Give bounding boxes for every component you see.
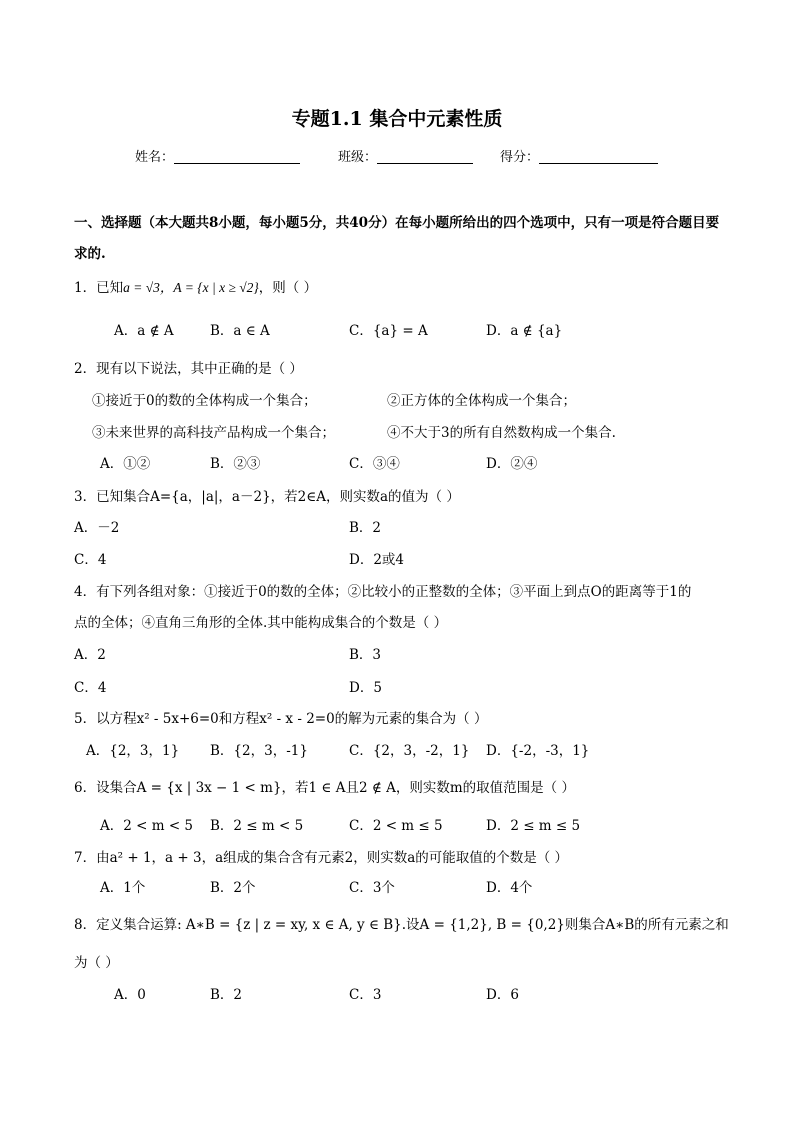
q7-option-b[interactable]: B．2个 <box>210 880 256 896</box>
q5-option-b[interactable]: B．{2，3，-1} <box>210 743 308 759</box>
q6-option-b[interactable]: B．2 ≤ m < 5 <box>210 818 304 834</box>
q2-option-b[interactable]: B．②③ <box>210 456 261 472</box>
score-blank[interactable] <box>539 150 658 164</box>
q1-option-d[interactable]: D．a ∉ {a} <box>486 323 563 339</box>
q1-option-c[interactable]: C．{a} = A <box>349 323 428 339</box>
q6-option-c[interactable]: C．2 < m ≤ 5 <box>349 818 443 834</box>
q7-option-a[interactable]: A．1个 <box>100 880 146 896</box>
q1-option-a[interactable]: A．a ∉ A <box>114 323 174 339</box>
q4-option-c[interactable]: C．4 <box>74 680 107 696</box>
page-title: 专题1.1 集合中元素性质 <box>291 108 503 130</box>
q5-option-d[interactable]: D．{-2，-3，1} <box>486 743 590 759</box>
q4-option-b[interactable]: B．3 <box>349 647 382 663</box>
q6-option-d[interactable]: D．2 ≤ m ≤ 5 <box>486 818 581 834</box>
q3-option-a[interactable]: A．－2 <box>74 520 120 536</box>
q5-option-c[interactable]: C．{2，3，-2，1} <box>349 743 470 759</box>
q2-statement-3: ③未来世界的高科技产品构成一个集合； <box>92 425 335 441</box>
q7-option-c[interactable]: C．3个 <box>349 880 395 896</box>
q8-option-c[interactable]: C．3 <box>349 987 382 1003</box>
class-blank[interactable] <box>377 150 473 164</box>
name-blank[interactable] <box>174 150 300 164</box>
question-3-stem: 3．已知集合A={a，|a|，a－2}，若2∈A，则实数a的值为（ ） <box>74 489 460 505</box>
q4-option-a[interactable]: A．2 <box>74 647 106 663</box>
q3-option-d[interactable]: D．2或4 <box>349 552 405 568</box>
question-7-stem: 7．由a² + 1，a + 3，a组成的集合含有元素2，则实数a的可能取值的个数是（ ） <box>74 850 569 866</box>
q4-option-d[interactable]: D．5 <box>349 680 382 696</box>
q2-statement-1: ①接近于0的数的全体构成一个集合； <box>92 393 317 409</box>
question-8-stem-line1: 8．定义集合运算: A∗B = {z | z = xy, x ∈ A, y ∈ B}.设A = {1,2}, B = {0,2}则集合A∗B的所有元素之和 <box>74 917 729 933</box>
question-5-stem: 5．以方程x² - 5x+6=0和方程x² - x - 2=0的解为元素的集合为（ ） <box>74 711 488 727</box>
name-label: 姓名： <box>135 150 175 165</box>
q2-statement-2: ②正方体的全体构成一个集合； <box>387 393 576 409</box>
q3-option-c[interactable]: C．4 <box>74 552 107 568</box>
question-2-stem: 2．现有以下说法，其中正确的是（ ） <box>74 361 303 377</box>
q8-option-d[interactable]: D．6 <box>486 987 519 1003</box>
question-8-stem-line2: 为（ ） <box>74 955 119 971</box>
score-label: 得分： <box>500 150 540 165</box>
q8-option-a[interactable]: A．0 <box>114 987 146 1003</box>
score-field <box>500 146 658 165</box>
q7-option-d[interactable]: D．4个 <box>486 880 533 896</box>
q5-option-a[interactable]: A．{2，3，1} <box>86 743 180 759</box>
q8-option-b[interactable]: B．2 <box>210 987 243 1003</box>
q3-option-b[interactable]: B．2 <box>349 520 382 536</box>
section-heading: 一、选择题（本大题共8小题，每小题5分，共40分）在每小题所给出的四个选项中，只有一项是符合题目要求的. <box>74 215 720 262</box>
q2-option-c[interactable]: C．③④ <box>349 456 400 472</box>
q6-option-a[interactable]: A．2 < m < 5 <box>100 818 194 834</box>
q2-option-a[interactable]: A．①② <box>100 456 151 472</box>
class-field <box>338 146 473 165</box>
name-field <box>135 146 300 165</box>
q2-option-d[interactable]: D．②④ <box>486 456 538 472</box>
question-6-stem: 6．设集合A = {x | 3x − 1 < m}，若1 ∈ A且2 ∉ A，则实数m的取值范围是（ ） <box>74 780 575 796</box>
question-1-stem: 1．已知a = √3，A = {x | x ≥ √2}，则（ ） <box>74 280 318 296</box>
q2-statement-4: ④不大于3的所有自然数构成一个集合. <box>387 425 616 441</box>
q1-option-b[interactable]: B．a ∈ A <box>210 323 270 339</box>
question-4-stem-line2: 点的全体；④直角三角形的全体.其中能构成集合的个数是（ ） <box>74 615 448 631</box>
question-4-stem-line1: 4．有下列各组对象：①接近于0的数的全体；②比较小的正整数的全体；③平面上到点O的距离等于1的 <box>74 584 692 600</box>
class-label: 班级： <box>338 150 378 165</box>
